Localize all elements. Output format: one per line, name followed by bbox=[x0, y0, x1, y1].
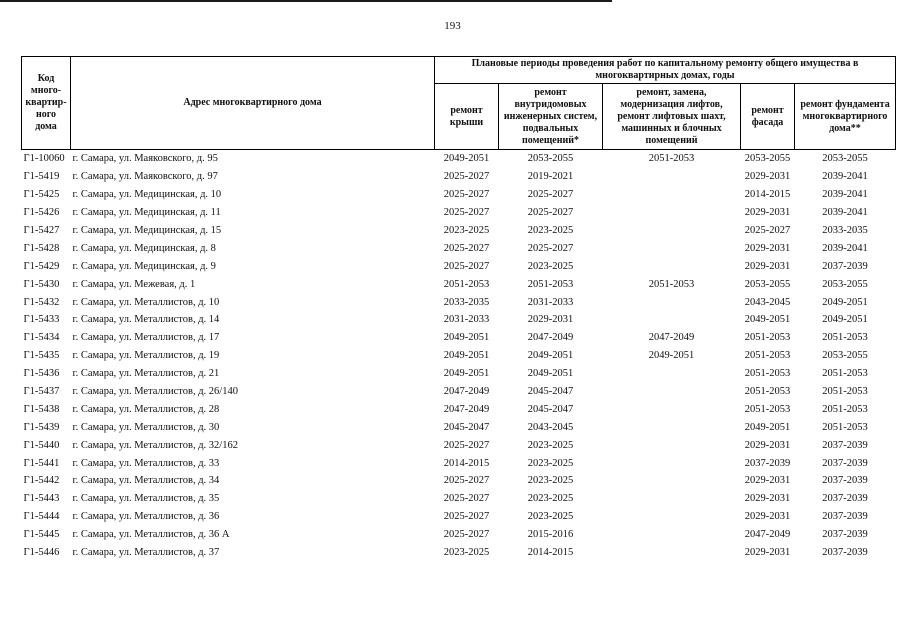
cell-elevators bbox=[603, 472, 741, 490]
cell-engineering: 2023-2025 bbox=[527, 475, 574, 487]
cell-elevators: 2051-2053 bbox=[648, 278, 695, 290]
cell-facade: 2029-2031 bbox=[744, 439, 791, 451]
cell-engineering: 2023-2025 bbox=[527, 511, 574, 523]
table-row bbox=[22, 257, 896, 275]
cell-roof: 2025-2027 bbox=[443, 171, 490, 183]
cell-code: Г1-5438 bbox=[23, 403, 60, 415]
cell-facade: 2053-2055 bbox=[741, 150, 795, 168]
cell-roof: 2025-2027 bbox=[443, 493, 490, 505]
cell-facade: 2014-2015 bbox=[744, 189, 791, 201]
cell-roof: 2031-2033 bbox=[443, 314, 490, 326]
header-roof: ремонт крыши bbox=[435, 84, 499, 150]
cell-code: Г1-5428 bbox=[23, 242, 60, 254]
cell-address: г. Самара, ул. Металлистов, д. 36 bbox=[72, 511, 220, 523]
cell-elevators bbox=[603, 383, 741, 401]
table-row bbox=[22, 383, 896, 401]
cell-engineering: 2025-2027 bbox=[527, 207, 574, 219]
cell-facade: 2029-2031 bbox=[744, 207, 791, 219]
cell-facade: 2051-2053 bbox=[744, 350, 791, 362]
cell-address: г. Самара, ул. Металлистов, д. 17 bbox=[72, 332, 220, 344]
cell-engineering: 2047-2049 bbox=[527, 332, 574, 344]
cell-foundation: 2037-2039 bbox=[822, 439, 868, 451]
cell-code: Г1-5437 bbox=[23, 386, 60, 398]
cell-roof: 2025-2027 bbox=[443, 511, 490, 523]
header-elevators: ремонт, замена, модернизация лифтов, ремонт лифтовых шахт, машинных и блочных помещений bbox=[603, 84, 741, 150]
cell-address: г. Самара, ул. Медицинская, д. 11 bbox=[72, 207, 221, 219]
cell-facade: 2037-2039 bbox=[744, 457, 791, 469]
cell-engineering: 2025-2027 bbox=[527, 242, 574, 254]
cell-engineering: 2019-2021 bbox=[527, 171, 574, 183]
cell-engineering: 2023-2025 bbox=[527, 493, 574, 505]
table-row bbox=[22, 222, 896, 240]
header-facade: ремонт фасада bbox=[741, 84, 795, 150]
cell-elevators bbox=[603, 239, 741, 257]
cell-code: Г1-5427 bbox=[23, 225, 60, 236]
cell-foundation: 2049-2051 bbox=[822, 296, 868, 308]
cell-address: г. Самара, ул. Металлистов, д. 28 bbox=[72, 403, 220, 415]
cell-code: Г1-5440 bbox=[23, 439, 60, 451]
cell-elevators bbox=[603, 257, 741, 275]
cell-code: Г1-5434 bbox=[23, 332, 60, 344]
cell-address: г. Самара, ул. Металлистов, д. 21 bbox=[72, 368, 220, 380]
cell-roof: 2049-2051 bbox=[443, 332, 490, 344]
cell-foundation: 2053-2055 bbox=[822, 278, 868, 290]
cell-facade: 2043-2045 bbox=[744, 296, 791, 308]
cell-roof: 2014-2015 bbox=[443, 457, 490, 469]
table-row bbox=[22, 329, 896, 347]
cell-foundation: 2053-2055 bbox=[795, 150, 896, 168]
header-address: Адрес многоквартирного дома bbox=[71, 57, 435, 150]
table-row bbox=[22, 347, 896, 365]
cell-facade: 2051-2053 bbox=[744, 386, 791, 398]
cell-elevators bbox=[603, 311, 741, 329]
cell-roof: 2025-2027 bbox=[443, 207, 490, 219]
cell-roof: 2025-2027 bbox=[443, 529, 490, 541]
cell-engineering: 2043-2045 bbox=[527, 421, 574, 433]
cell-facade: 2029-2031 bbox=[744, 547, 791, 559]
cell-code: Г1-5430 bbox=[23, 278, 60, 290]
cell-engineering: 2023-2025 bbox=[527, 457, 574, 469]
table-row bbox=[22, 239, 896, 257]
cell-address: г. Самара, ул. Маяковского, д. 97 bbox=[72, 171, 218, 183]
cell-foundation: 2037-2039 bbox=[822, 260, 868, 272]
cell-elevators bbox=[603, 400, 741, 418]
cell-roof: 2025-2027 bbox=[443, 189, 490, 201]
cell-engineering: 2015-2016 bbox=[527, 529, 574, 541]
cell-elevators bbox=[603, 418, 741, 436]
cell-address: г. Самара, ул. Металлистов, д. 32/162 bbox=[72, 439, 238, 451]
cell-address: г. Самара, ул. Медицинская, д. 8 bbox=[72, 242, 216, 254]
cell-code: Г1-5446 bbox=[23, 547, 60, 559]
cell-elevators bbox=[603, 436, 741, 454]
cell-foundation: 2051-2053 bbox=[822, 368, 868, 380]
cell-elevators bbox=[603, 365, 741, 383]
cell-code: Г1-5445 bbox=[23, 529, 60, 541]
cell-roof: 2049-2051 bbox=[443, 350, 490, 362]
cell-engineering: 2045-2047 bbox=[527, 386, 574, 398]
cell-address: г. Самара, ул. Металлистов, д. 33 bbox=[72, 457, 220, 469]
cell-foundation: 2039-2041 bbox=[822, 207, 868, 219]
cell-code: Г1-5436 bbox=[23, 368, 60, 380]
cell-facade: 2051-2053 bbox=[744, 403, 791, 415]
cell-elevators bbox=[603, 454, 741, 472]
header-code: Код много-квартир-ного дома bbox=[22, 57, 71, 150]
cell-address: г. Самара, ул. Металлистов, д. 35 bbox=[72, 493, 220, 505]
table-row bbox=[22, 490, 896, 508]
cell-address: г. Самара, ул. Маяковского, д. 95 bbox=[71, 150, 435, 168]
cell-code: Г1-5425 bbox=[23, 189, 60, 201]
cell-address: г. Самара, ул. Медицинская, д. 9 bbox=[72, 260, 216, 272]
cell-code: Г1-5441 bbox=[23, 457, 60, 469]
cell-engineering: 2045-2047 bbox=[527, 403, 574, 415]
cell-address: г. Самара, ул. Межевая, д. 1 bbox=[72, 278, 196, 290]
cell-facade: 2025-2027 bbox=[744, 225, 791, 236]
cell-code: Г1-5444 bbox=[23, 511, 60, 523]
cell-address: г. Самара, ул. Медицинская, д. 10 bbox=[72, 189, 222, 201]
header-engineering: ремонт внутридомовых инженерных систем, подвальных помещений* bbox=[499, 84, 603, 150]
page-number: 193 bbox=[444, 20, 461, 32]
cell-facade: 2029-2031 bbox=[744, 242, 791, 254]
cell-foundation: 2033-2035 bbox=[822, 225, 868, 236]
repair-schedule-table bbox=[21, 56, 896, 561]
cell-address: г. Самара, ул. Металлистов, д. 26/140 bbox=[72, 386, 238, 398]
header-planned-periods: Плановые периоды проведения работ по капитальному ремонту общего имущества в многоквартирных домах, годы bbox=[435, 57, 896, 84]
table-row bbox=[22, 526, 896, 544]
table-row bbox=[22, 293, 896, 311]
cell-address: г. Самара, ул. Металлистов, д. 37 bbox=[72, 547, 220, 559]
cell-foundation: 2051-2053 bbox=[822, 421, 868, 433]
cell-elevators: 2047-2049 bbox=[648, 332, 695, 344]
cell-code: Г1-5429 bbox=[23, 260, 60, 272]
cell-address: г. Самара, ул. Металлистов, д. 36 А bbox=[72, 529, 230, 541]
cell-engineering: 2049-2051 bbox=[527, 350, 574, 362]
cell-code: Г1-5439 bbox=[23, 421, 60, 433]
cell-engineering: 2014-2015 bbox=[527, 547, 574, 559]
cell-code: Г1-5435 bbox=[23, 350, 60, 362]
cell-foundation: 2037-2039 bbox=[822, 511, 868, 523]
cell-foundation: 2051-2053 bbox=[822, 403, 868, 415]
table-row bbox=[22, 508, 896, 526]
cell-roof: 2025-2027 bbox=[443, 439, 490, 451]
table-row bbox=[22, 311, 896, 329]
cell-facade: 2049-2051 bbox=[744, 314, 791, 326]
cell-elevators: 2051-2053 bbox=[603, 150, 741, 168]
cell-foundation: 2037-2039 bbox=[822, 529, 868, 541]
cell-address: г. Самара, ул. Металлистов, д. 19 bbox=[72, 350, 220, 362]
cell-roof: 2047-2049 bbox=[443, 403, 490, 415]
cell-roof: 2023-2025 bbox=[443, 225, 490, 236]
cell-engineering: 2051-2053 bbox=[527, 278, 574, 290]
cell-elevators bbox=[603, 526, 741, 544]
cell-engineering: 2029-2031 bbox=[527, 314, 574, 326]
cell-engineering: 2031-2033 bbox=[527, 296, 574, 308]
table-row bbox=[22, 275, 896, 293]
cell-roof: 2047-2049 bbox=[443, 386, 490, 398]
cell-facade: 2049-2051 bbox=[744, 421, 791, 433]
cell-foundation: 2037-2039 bbox=[822, 475, 868, 487]
table-header bbox=[22, 57, 896, 150]
cell-elevators: 2049-2051 bbox=[648, 350, 695, 362]
table-row bbox=[22, 150, 896, 168]
cell-elevators bbox=[603, 186, 741, 204]
table-row bbox=[22, 544, 896, 562]
cell-elevators bbox=[603, 490, 741, 508]
cell-engineering: 2025-2027 bbox=[527, 189, 574, 201]
cell-facade: 2051-2053 bbox=[744, 332, 791, 344]
cell-facade: 2029-2031 bbox=[744, 511, 791, 523]
cell-elevators bbox=[603, 168, 741, 186]
cell-foundation: 2053-2055 bbox=[822, 350, 868, 362]
cell-foundation: 2039-2041 bbox=[822, 171, 868, 183]
cell-engineering: 2053-2055 bbox=[499, 150, 603, 168]
cell-elevators bbox=[603, 544, 741, 562]
cell-facade: 2029-2031 bbox=[744, 493, 791, 505]
table-body bbox=[22, 150, 896, 562]
table-row bbox=[22, 168, 896, 186]
cell-elevators bbox=[603, 222, 741, 240]
cell-foundation: 2049-2051 bbox=[822, 314, 868, 326]
table-row bbox=[22, 454, 896, 472]
cell-foundation: 2037-2039 bbox=[822, 457, 868, 469]
cell-facade: 2051-2053 bbox=[744, 368, 791, 380]
table-row bbox=[22, 365, 896, 383]
cell-address: г. Самара, ул. Металлистов, д. 34 bbox=[72, 475, 220, 487]
cell-engineering: 2023-2025 bbox=[527, 225, 574, 236]
cell-address: г. Самара, ул. Металлистов, д. 10 bbox=[72, 296, 220, 308]
cell-address: г. Самара, ул. Медицинская, д. 15 bbox=[72, 225, 222, 236]
cell-code: Г1-5433 bbox=[23, 314, 60, 326]
cell-facade: 2029-2031 bbox=[744, 475, 791, 487]
cell-roof: 2025-2027 bbox=[443, 475, 490, 487]
cell-engineering: 2049-2051 bbox=[527, 368, 574, 380]
cell-roof: 2025-2027 bbox=[443, 260, 490, 272]
cell-roof: 2045-2047 bbox=[443, 421, 490, 433]
cell-elevators bbox=[603, 508, 741, 526]
cell-code: Г1-5443 bbox=[23, 493, 60, 505]
cell-code: Г1-5432 bbox=[23, 296, 60, 308]
cell-elevators bbox=[603, 293, 741, 311]
cell-code: Г1-5426 bbox=[23, 207, 60, 219]
table-row bbox=[22, 472, 896, 490]
cell-engineering: 2023-2025 bbox=[527, 260, 574, 272]
table-row bbox=[22, 418, 896, 436]
cell-facade: 2029-2031 bbox=[744, 171, 791, 183]
table-row bbox=[22, 436, 896, 454]
cell-roof: 2051-2053 bbox=[443, 278, 490, 290]
cell-foundation: 2051-2053 bbox=[822, 332, 868, 344]
cell-foundation: 2037-2039 bbox=[822, 493, 868, 505]
cell-roof: 2049-2051 bbox=[443, 368, 490, 380]
cell-address: г. Самара, ул. Металлистов, д. 14 bbox=[72, 314, 220, 326]
cell-roof: 2049-2051 bbox=[435, 150, 499, 168]
table-row bbox=[22, 400, 896, 418]
header-foundation: ремонт фундамента многоквартирного дома** bbox=[795, 84, 896, 150]
cell-elevators bbox=[603, 204, 741, 222]
cell-code: Г1-10060 bbox=[22, 150, 71, 168]
cell-code: Г1-5442 bbox=[23, 475, 60, 487]
cell-foundation: 2039-2041 bbox=[822, 189, 868, 201]
cell-roof: 2023-2025 bbox=[443, 547, 490, 559]
cell-foundation: 2037-2039 bbox=[822, 547, 868, 559]
cell-facade: 2047-2049 bbox=[744, 529, 791, 541]
cell-engineering: 2023-2025 bbox=[527, 439, 574, 451]
cell-foundation: 2039-2041 bbox=[822, 242, 868, 254]
scan-edge-line bbox=[0, 0, 612, 2]
table-row bbox=[22, 204, 896, 222]
cell-roof: 2033-2035 bbox=[443, 296, 490, 308]
cell-facade: 2029-2031 bbox=[744, 260, 791, 272]
cell-foundation: 2051-2053 bbox=[822, 386, 868, 398]
cell-address: г. Самара, ул. Металлистов, д. 30 bbox=[72, 421, 220, 433]
cell-facade: 2053-2055 bbox=[744, 278, 791, 290]
cell-roof: 2025-2027 bbox=[443, 242, 490, 254]
table-row bbox=[22, 186, 896, 204]
cell-code: Г1-5419 bbox=[23, 171, 60, 183]
